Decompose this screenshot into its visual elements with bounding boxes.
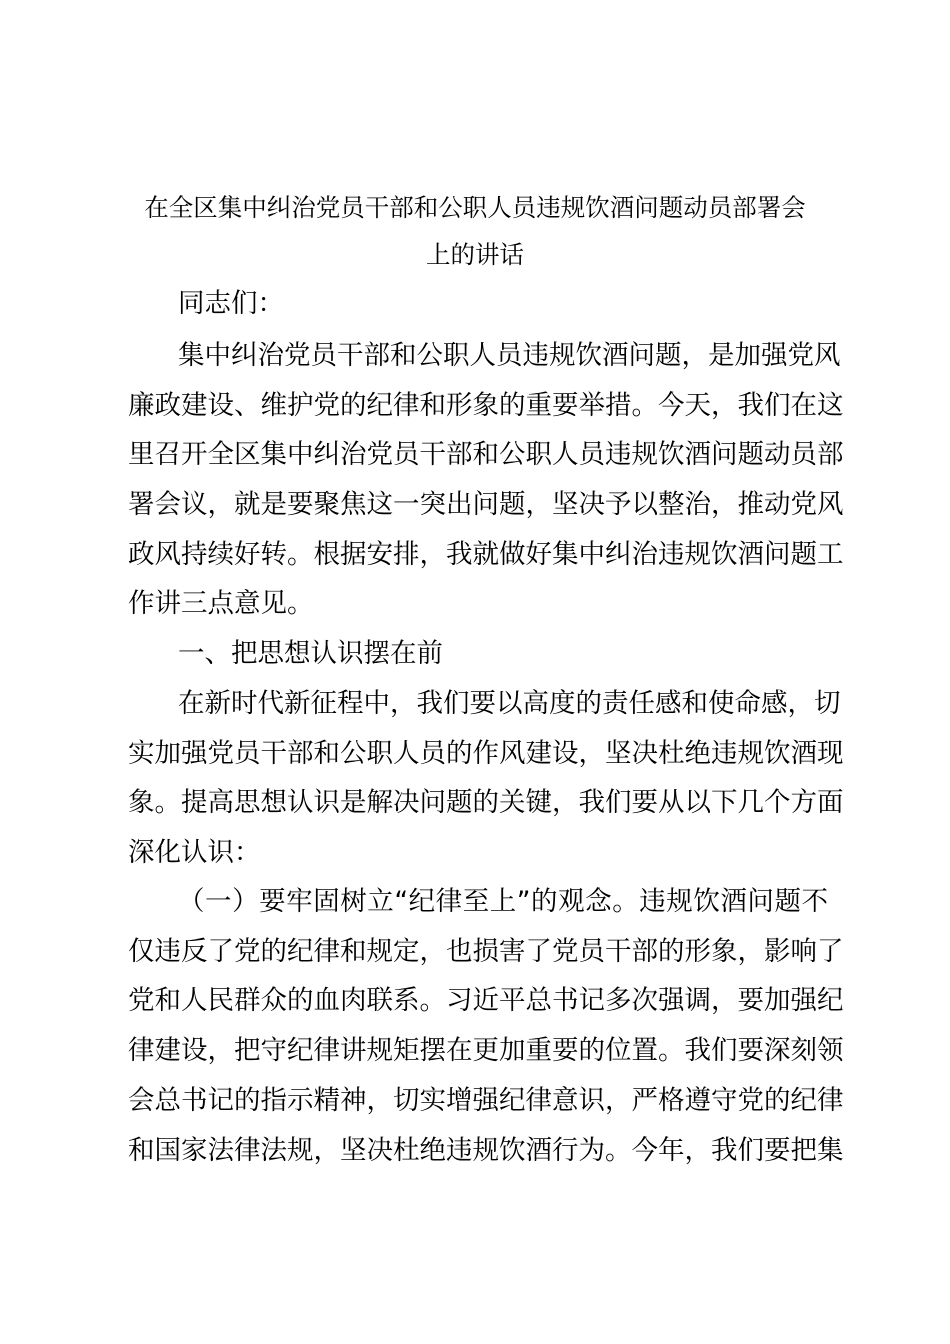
paragraph-line: 廉政建设、维护党的纪律和形象的重要举措。今天，我们在这 [128, 390, 844, 421]
paragraph-line: 里召开全区集中纠治党员干部和公职人员违规饮酒问题动员部 [128, 439, 844, 470]
paragraph-line: 律建设，把守纪律讲规矩摆在更加重要的位置。我们要深刻领 [128, 1035, 844, 1066]
paragraph-line: 作讲三点意见。 [128, 588, 314, 619]
paragraph-line: 实加强党员干部和公职人员的作风建设，坚决杜绝违规饮酒现 [128, 738, 844, 769]
document-title-line-1: 在全区集中纠治党员干部和公职人员违规饮酒问题动员部署会 [144, 193, 806, 222]
paragraph-line: 仅违反了党的纪律和规定，也损害了党员干部的形象，影响了 [128, 936, 844, 967]
paragraph-line: （一）要牢固树立“纪律至上”的观念。违规饮酒问题不 [178, 886, 828, 917]
paragraph-line: 署会议，就是要聚焦这一突出问题，坚决予以整治，推动党风 [128, 489, 844, 520]
paragraph-line: 和国家法律法规，坚决杜绝违规饮酒行为。今年，我们要把集 [128, 1135, 844, 1166]
paragraph-line: 象。提高思想认识是解决问题的关键，我们要从以下几个方面 [128, 787, 844, 818]
paragraph-line: 集中纠治党员干部和公职人员违规饮酒问题，是加强党风 [178, 340, 841, 371]
section-heading: 一、把思想认识摆在前 [178, 638, 443, 669]
paragraph-line: 会总书记的指示精神，切实增强纪律意识，严格遵守党的纪律 [128, 1085, 844, 1116]
paragraph-line: 在新时代新征程中，我们要以高度的责任感和使命感，切 [178, 688, 841, 719]
salutation: 同志们： [178, 288, 284, 319]
document-title-line-2: 上的讲话 [426, 240, 524, 269]
paragraph-line: 党和人民群众的血肉联系。习近平总书记多次强调，要加强纪 [128, 985, 844, 1016]
paragraph-line: 深化认识： [128, 837, 261, 868]
paragraph-line: 政风持续好转。根据安排，我就做好集中纠治违规饮酒问题工 [128, 539, 844, 570]
